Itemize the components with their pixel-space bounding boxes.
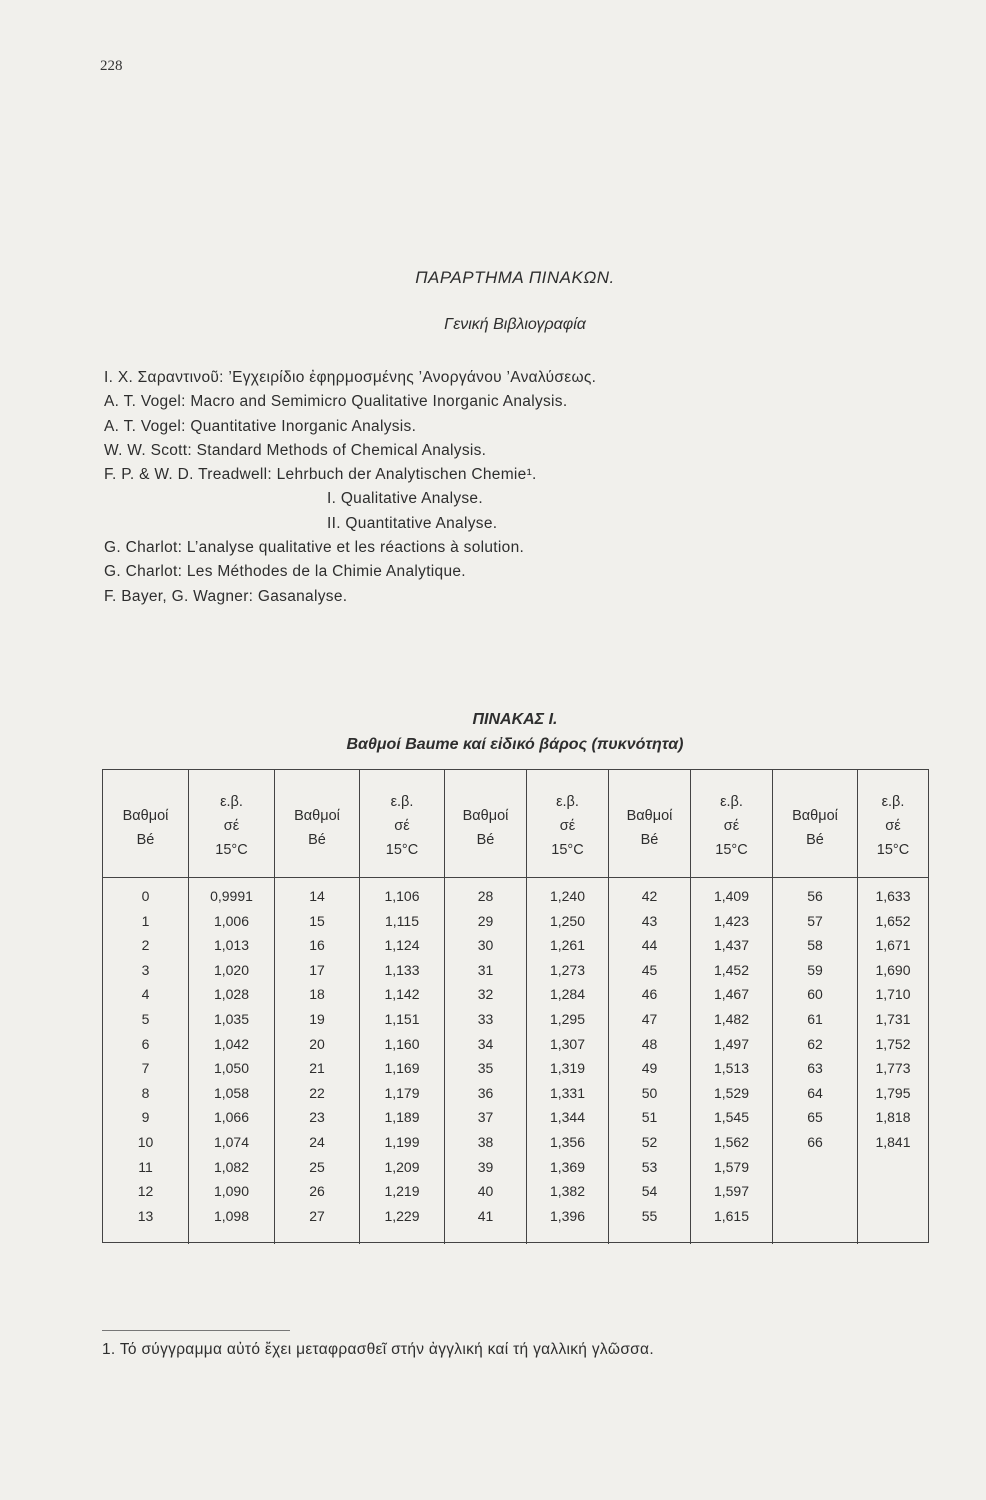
header-cell: σέ [723,818,740,834]
header-cell: ε.β. [720,794,743,810]
gravity-cell: 1,396 [549,1207,586,1224]
gravity-cell: 1,513 [713,1060,750,1077]
gravity-cell: 1,189 [384,1109,420,1126]
gravity-cell: 1,151 [384,1011,420,1027]
header-cell: Βαθμοί [626,808,673,824]
degree-cell: 3 [141,961,150,978]
degree-cell: 64 [807,1084,823,1101]
gravity-cell: 1,284 [549,986,586,1003]
degree-cell: 29 [477,912,494,929]
footnote: 1. Τό σύγγραμμα αὐτό ἔχει μεταφρασθεῖ στήν ἀγγλική καί τή γαλλική γλῶσσα. [102,1341,654,1358]
gravity-cell: 1,028 [213,986,250,1003]
column-degrees-be [103,878,189,1244]
footnote-rule [102,1330,290,1331]
degree-cell: 1 [141,912,150,929]
bibliography-entry: F. P. & W. D. Treadwell: Lehrbuch der Analytischen Chemie¹. [104,466,537,484]
column-degrees-be [773,878,858,1244]
table-header [103,770,928,878]
degree-cell: 42 [641,888,658,904]
gravity-cell: 1,042 [213,1035,250,1052]
column-degrees-be [445,878,527,1244]
column-specific-gravity [360,878,445,1244]
gravity-cell: 1,818 [875,1109,911,1126]
gravity-cell: 1,841 [875,1134,911,1150]
bibliography-entry: G. Charlot: L’analyse qualitative et les réactions à solution. [104,539,525,557]
gravity-cell: 1,066 [213,1109,250,1126]
degree-cell: 59 [807,961,823,978]
degree-cell: 38 [477,1134,494,1150]
degree-cell: 55 [641,1207,658,1224]
gravity-cell: 1,356 [549,1134,586,1150]
column-degrees-be [275,878,360,1244]
header-degrees-be [609,770,691,877]
gravity-cell: 0,9991 [210,888,253,904]
degree-cell: 12 [137,1183,154,1200]
gravity-cell: 1,452 [713,961,750,978]
degree-cell: 62 [807,1035,823,1052]
header-specific-gravity [527,770,609,877]
bibliography-entry: A. T. Vogel: Quantitative Inorganic Analysis. [104,417,417,435]
gravity-cell: 1,497 [713,1035,750,1052]
header-cell: 15°C [385,842,419,858]
degree-cell: 32 [477,986,494,1003]
column-specific-gravity [691,878,773,1244]
degree-cell: 28 [477,888,494,904]
gravity-cell: 1,562 [713,1134,750,1150]
degree-cell: 51 [641,1109,658,1126]
degree-cell: 34 [477,1035,494,1052]
degree-cell: 14 [309,888,325,904]
gravity-cell: 1,633 [875,888,911,904]
gravity-cell: 1,133 [384,961,420,978]
gravity-cell: 1,773 [875,1060,911,1077]
gravity-cell: 1,090 [213,1183,250,1200]
gravity-cell: 1,160 [384,1035,420,1052]
header-cell: σέ [223,818,240,834]
page-number: 228 [100,58,123,74]
header-cell: σέ [885,818,901,834]
gravity-cell: 1,579 [713,1158,750,1175]
degree-cell: 22 [309,1084,325,1101]
degree-cell: 66 [807,1134,823,1150]
degree-cell: 23 [309,1109,325,1126]
degree-cell: 9 [141,1109,150,1126]
degree-cell: 56 [807,888,823,904]
degree-cell: 2 [141,937,150,954]
bibliography-entry: G. Charlot: Les Méthodes de la Chimie Analytique. [104,563,466,581]
gravity-cell: 1,050 [213,1060,250,1077]
header-degrees-be [103,770,189,877]
header-cell: Bé [640,832,659,848]
gravity-cell: 1,229 [384,1207,420,1224]
degree-cell: 20 [309,1035,325,1052]
degree-cell: 50 [641,1084,658,1101]
degree-cell: 47 [641,1011,658,1027]
gravity-cell: 1,545 [713,1109,750,1126]
header-specific-gravity [189,770,275,877]
gravity-cell: 1,020 [213,961,250,978]
degree-cell: 25 [309,1158,325,1175]
degree-cell: 13 [137,1207,154,1224]
degree-cell: 4 [141,986,150,1003]
gravity-cell: 1,369 [549,1158,586,1175]
degree-cell: 63 [807,1060,823,1077]
gravity-cell: 1,106 [384,888,420,904]
baume-table [102,769,929,1243]
degree-cell: 54 [641,1183,658,1200]
gravity-cell: 1,319 [549,1060,586,1077]
gravity-cell: 1,731 [875,1011,911,1027]
gravity-cell: 1,482 [713,1011,750,1027]
degree-cell: 16 [309,937,325,954]
header-cell: Βαθμοί [122,808,169,824]
gravity-cell: 1,115 [385,912,419,929]
degree-cell: 49 [641,1060,658,1077]
column-specific-gravity [858,878,928,1244]
gravity-cell: 1,615 [713,1207,750,1224]
gravity-cell: 1,035 [213,1011,250,1027]
gravity-cell: 1,261 [549,937,586,954]
header-cell: ε.β. [220,794,243,810]
degree-cell: 60 [807,986,823,1003]
degree-cell: 57 [807,912,823,929]
gravity-cell: 1,467 [713,986,750,1003]
header-cell: 15°C [876,842,910,858]
degree-cell: 33 [477,1011,494,1027]
bibliography-entry: F. Bayer, G. Wagner: Gasanalyse. [104,587,348,605]
gravity-cell: 1,295 [549,1011,586,1027]
appendix-title: ΠΑΡΑΡΤΗΜΑ ΠΙΝΑΚΩΝ. [415,268,615,287]
degree-cell: 48 [641,1035,658,1052]
gravity-cell: 1,199 [384,1134,420,1150]
gravity-cell: 1,142 [384,986,420,1003]
degree-cell: 39 [477,1158,494,1175]
header-cell: ε.β. [881,794,905,810]
gravity-cell: 1,179 [384,1084,420,1101]
degree-cell: 61 [807,1011,823,1027]
column-degrees-be [609,878,691,1244]
degree-cell: 31 [477,961,494,978]
degree-cell: 45 [641,961,658,978]
header-specific-gravity [360,770,445,877]
degree-cell: 21 [309,1060,325,1077]
gravity-cell: 1,409 [713,888,750,904]
header-specific-gravity [691,770,773,877]
degree-cell: 37 [477,1109,494,1126]
degree-cell: 36 [477,1084,494,1101]
header-cell: Bé [308,832,326,848]
gravity-cell: 1,240 [549,888,586,904]
header-cell: σέ [394,818,410,834]
header-cell: Βαθμοί [462,808,509,824]
header-cell: Bé [476,832,495,848]
gravity-cell: 1,795 [875,1084,911,1101]
degree-cell: 52 [641,1134,658,1150]
gravity-cell: 1,098 [213,1207,250,1224]
degree-cell: 24 [309,1134,325,1150]
gravity-cell: 1,219 [384,1183,420,1200]
degree-cell: 0 [141,888,150,904]
header-cell: Βαθμοί [792,808,838,824]
gravity-cell: 1,006 [213,912,250,929]
degree-cell: 7 [141,1060,150,1077]
degree-cell: 18 [309,986,325,1003]
table-body [103,878,928,1244]
degree-cell: 11 [138,1158,153,1175]
bibliography-subentry: I. Qualitative Analyse. [327,490,483,508]
degree-cell: 6 [141,1035,150,1052]
gravity-cell: 1,344 [549,1109,586,1126]
gravity-cell: 1,690 [875,961,911,978]
degree-cell: 26 [309,1183,325,1200]
column-specific-gravity [527,878,609,1244]
header-cell: σέ [559,818,576,834]
header-specific-gravity [858,770,928,877]
degree-cell: 58 [807,937,823,954]
column-specific-gravity [189,878,275,1244]
degree-cell: 15 [309,912,325,929]
degree-cell: 17 [309,961,325,978]
header-degrees-be [275,770,360,877]
degree-cell: 40 [477,1183,494,1200]
degree-cell: 53 [641,1158,658,1175]
degree-cell: 27 [309,1207,325,1224]
table-title: ΠΙΝΑΚΑΣ I. [472,711,558,728]
gravity-cell: 1,597 [713,1183,750,1200]
header-cell: ε.β. [556,794,579,810]
gravity-cell: 1,209 [384,1158,420,1175]
gravity-cell: 1,529 [713,1084,750,1101]
gravity-cell: 1,307 [549,1035,586,1052]
degree-cell: 10 [137,1134,154,1150]
header-cell: 15°C [551,842,584,858]
gravity-cell: 1,082 [213,1158,250,1175]
gravity-cell: 1,382 [549,1183,586,1200]
degree-cell: 8 [141,1084,150,1101]
bibliography-entry: A. T. Vogel: Macro and Semimicro Qualitative Inorganic Analysis. [104,393,568,411]
header-degrees-be [773,770,858,877]
header-cell: ε.β. [390,794,414,810]
header-cell: 15°C [215,842,248,858]
gravity-cell: 1,058 [213,1084,250,1101]
bibliography-list [104,366,596,609]
degree-cell: 19 [309,1011,325,1027]
gravity-cell: 1,273 [549,961,586,978]
gravity-cell: 1,169 [384,1060,420,1077]
gravity-cell: 1,124 [384,937,420,954]
gravity-cell: 1,437 [713,937,750,954]
header-degrees-be [445,770,527,877]
header-cell: Bé [806,832,824,848]
gravity-cell: 1,752 [875,1035,911,1052]
bibliography-entry: I. Χ. Σαραντινοῦ: ’Εγχειρίδιο ἐφηρμοσμένης ’Ανοργάνου ’Αναλύσεως. [104,369,597,386]
degree-cell: 30 [477,937,494,954]
header-cell: 15°C [715,842,748,858]
bibliography-title: Γενική Βιβλιογραφία [444,316,586,333]
degree-cell: 35 [477,1060,494,1077]
gravity-cell: 1,074 [213,1134,250,1150]
gravity-cell: 1,013 [213,937,250,954]
header-cell: Βαθμοί [294,808,340,824]
gravity-cell: 1,250 [549,912,586,929]
gravity-cell: 1,671 [875,937,911,954]
gravity-cell: 1,652 [875,912,911,929]
degree-cell: 46 [641,986,658,1003]
gravity-cell: 1,423 [713,912,750,929]
degree-cell: 41 [477,1207,494,1224]
degree-cell: 65 [807,1109,823,1126]
gravity-cell: 1,331 [549,1084,586,1101]
bibliography-entry: W. W. Scott: Standard Methods of Chemical Analysis. [104,441,487,459]
bibliography-subentry: II. Quantitative Analyse. [327,514,498,532]
gravity-cell: 1,710 [875,986,911,1003]
table-subtitle: Βαθμοί Baume καί εἰδικό βάρος (πυκνότητα) [346,736,684,753]
degree-cell: 5 [141,1011,150,1027]
degree-cell: 43 [641,912,658,929]
degree-cell: 44 [641,937,658,954]
header-cell: Bé [136,832,155,848]
